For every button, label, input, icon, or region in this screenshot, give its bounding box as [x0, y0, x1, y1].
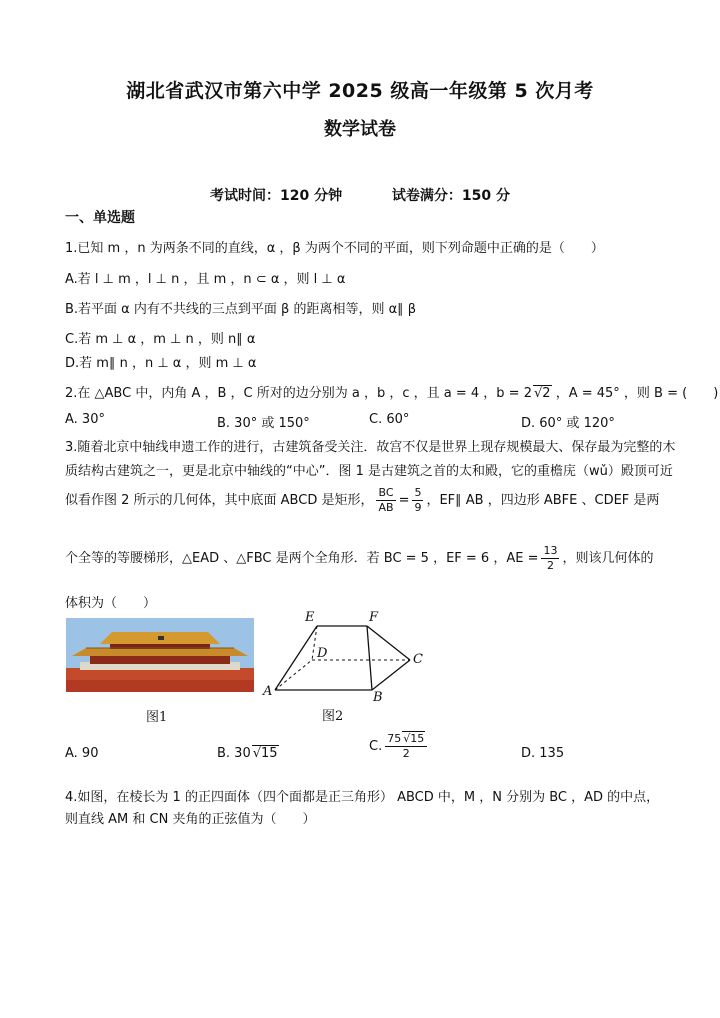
fraction-bc-ab	[376, 486, 395, 515]
q2-option-b: B. 30° 或 150°	[217, 416, 310, 431]
q1-option-b: B.若平面 α 内有不共线的三点到平面 β 的距离相等，则 α∥ β	[65, 302, 417, 317]
q3-option-c-prefix: C.	[369, 739, 383, 754]
q3-line3-part2: ，EF∥ AB ，四边形 ABFE 、CDEF 是两	[426, 493, 660, 508]
q3-option-c-sqrt: √15	[403, 732, 425, 745]
q3-line4-part1: 个全等的等腰梯形，△EAD 、△FBC 是两个全角形．若 BC = 5 ，EF = 6 ，AE =	[65, 551, 539, 566]
exam-subtitle: 数学试卷	[324, 119, 396, 140]
fraction-denominator: AB	[378, 501, 394, 514]
q2-option-d: D. 60° 或 120°	[521, 416, 615, 431]
q3-option-d: D. 135	[521, 746, 565, 761]
exam-info	[0, 185, 720, 205]
q3-option-c	[369, 732, 430, 761]
q3-option-b	[217, 746, 279, 761]
q4-line2: 则直线 AM 和 CN 夹角的正弦值为（ ）	[65, 812, 316, 827]
fraction-5-9	[412, 486, 423, 515]
q2-stem-part2: ，A = 45° ，则 B = ( )	[551, 386, 719, 401]
q3-line3-part1: 似看作图 2 所示的几何体，其中底面 ABCD 是矩形，	[65, 493, 374, 508]
exam-time: 考试时间：120 分钟	[210, 188, 343, 204]
geometry-figure	[255, 608, 435, 708]
fraction-numerator	[385, 732, 427, 747]
q4-line1: 4.如图，在棱长为 1 的正四面体（四个面都是正三角形） ABCD 中，M ，N 分别为 BC ，AD 的中点，	[65, 790, 660, 805]
fraction-numerator: BC	[376, 486, 395, 501]
q3-line3	[65, 486, 659, 515]
q2-option-a: A. 30°	[65, 412, 105, 427]
fraction-denominator: 2	[402, 747, 410, 760]
q2-option-c: C. 60°	[369, 412, 410, 427]
label-b: B	[373, 690, 383, 705]
equals-sign: =	[398, 493, 410, 508]
q3-option-a: A. 90	[65, 746, 99, 761]
fraction-numerator: 13	[543, 544, 558, 557]
fraction-denominator: 2	[546, 559, 554, 572]
q1-option-c: C.若 m ⊥ α ，m ⊥ n ，则 n∥ α	[65, 332, 256, 347]
q3-line4-part2: ，则该几何体的	[562, 551, 654, 566]
q2-stem	[65, 382, 718, 401]
q3-line1: 3.随着北京中轴线申遗工作的进行，古建筑备受关注．故宫不仅是世界上现存规模最大、保存最为完整的木	[65, 440, 676, 455]
q2-sqrt: √2	[533, 386, 551, 401]
label-f: F	[369, 610, 379, 625]
label-e: E	[305, 610, 315, 625]
q3-line4	[65, 544, 653, 573]
q3-line5: 体积为（ ）	[65, 596, 157, 611]
q3-line2: 质结构古建筑之一，更是北京中轴线的“中心”．图 1 是古建筑之首的太和殿，它的重檐庑（wǔ）殿顶可近	[65, 464, 673, 479]
label-d: D	[317, 646, 328, 661]
q1-stem: 1.已知 m ，n 为两条不同的直线，α ，β 为两个不同的平面，则下列命题中正确的是（ ）	[65, 241, 604, 256]
q3-option-b-sqrt-value: 15	[261, 746, 278, 761]
full-score: 试卷满分：150 分	[391, 188, 510, 204]
q2-sqrt-value: 2	[542, 386, 551, 401]
section-title: 一、单选题	[65, 210, 135, 226]
q3-option-c-fraction	[385, 732, 427, 761]
q3-option-c-sqrt-value: 15	[410, 732, 425, 745]
fraction-numerator: 5	[414, 486, 422, 499]
label-a: A	[263, 684, 273, 699]
q3-option-c-coef: 75	[387, 732, 402, 745]
q1-option-a: A.若 l ⊥ m ，l ⊥ n ，且 m ，n ⊂ α ，则 l ⊥ α	[65, 272, 346, 287]
q1-option-d: D.若 m∥ n ，n ⊥ α ，则 m ⊥ α	[65, 356, 257, 371]
label-c: C	[413, 652, 423, 667]
q3-option-b-sqrt: √15	[252, 746, 278, 761]
figure2-caption: 图2	[322, 709, 344, 724]
palace-photo	[66, 618, 254, 692]
fraction-13-2	[541, 544, 559, 573]
fraction-denominator: 9	[414, 501, 422, 514]
q3-option-b-prefix: B. 30	[217, 746, 251, 761]
figure1-caption: 图1	[146, 710, 168, 725]
exam-title: 湖北省武汉市第六中学 2025 级高一年级第 5 次月考	[126, 80, 594, 102]
q2-stem-part1: 2.在 △ABC 中，内角 A ，B ，C 所对的边分别为 a ，b ，c ，且 a = 4 ，b = 2	[65, 386, 532, 401]
